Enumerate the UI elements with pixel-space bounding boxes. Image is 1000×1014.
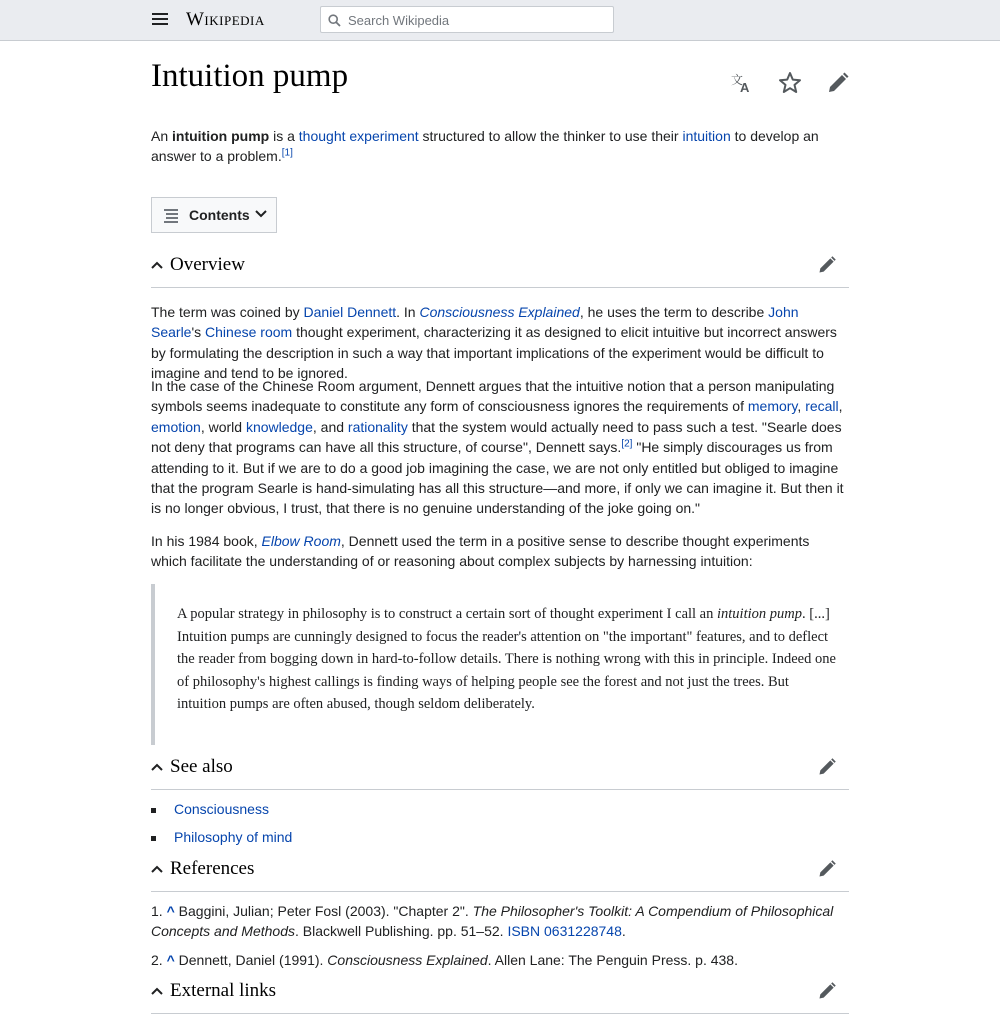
text: Baggini, Julian; Peter Fosl (2003). "Chapter 2". (174, 903, 473, 919)
reference-item (151, 901, 849, 942)
section-edit-icon[interactable] (817, 255, 837, 275)
section-title: See also (170, 756, 233, 777)
text: that the system would actually need to pass such a test. "Searle does not deny that programs can have all this structure, of course", Dennett says. (151, 418, 842, 456)
link-chinese-room[interactable]: Chinese room (205, 324, 293, 341)
text: "He simply discourages us from attending to it. But if we are to do a good job imagining the case, we are not only entitled but obliged to imagine that the program Searle is hand-simulating has all this structure—and more, if only we can imagine it. But then it is no longer obvious, I trust, that there is no genuine understanding of the joke going on." (151, 439, 844, 517)
search-icon (328, 14, 341, 27)
section-title: External links (170, 980, 277, 1001)
text: Dennett, Daniel (1991). (174, 951, 328, 968)
text: to develop an answer to a problem. (151, 128, 819, 165)
edit-icon[interactable] (826, 71, 850, 95)
chevron-down-icon (254, 209, 268, 219)
text: , (797, 398, 806, 415)
text: An (151, 128, 173, 144)
backlink-caret[interactable]: ^ (166, 903, 175, 919)
see-also-list (151, 799, 292, 855)
text: In his 1984 book, (151, 533, 262, 549)
link-philosophy-of-mind[interactable]: Philosophy of mind (174, 829, 293, 845)
overview-paragraph-3 (151, 531, 849, 572)
section-overview-heading (151, 252, 849, 288)
link-knowledge[interactable]: knowledge (245, 418, 313, 435)
link-rationality[interactable]: rationality (347, 418, 408, 435)
list-item (151, 799, 292, 827)
text: thought experiment, characterizing it as designed to elicit intuitive but incorrect answers by formulating the description in such a way that important implications of the experiment would be difficult to imagine and tend to be ignored. (151, 324, 837, 382)
chevron-up-icon[interactable] (151, 260, 163, 270)
backlink-caret[interactable]: ^ (166, 951, 175, 968)
link-consciousness-explained[interactable]: Consciousness Explained (419, 304, 580, 320)
section-see-also-heading (151, 754, 849, 790)
link-intuition[interactable]: intuition (682, 128, 731, 144)
text: , world (200, 418, 246, 435)
svg-text:A: A (740, 80, 750, 95)
text: . In (396, 304, 420, 320)
main-menu-icon[interactable] (150, 11, 170, 29)
svg-text:文: 文 (731, 73, 744, 87)
search-input[interactable] (346, 9, 610, 32)
ref-1[interactable]: [1] (281, 147, 293, 159)
text: . Blackwell Publishing. pp. 51–52. (294, 923, 508, 940)
link-daniel-dennett[interactable]: Daniel Dennett (303, 304, 397, 320)
section-external-links-heading (151, 978, 849, 1014)
section-edit-icon[interactable] (817, 981, 837, 1001)
overview-paragraph-1 (151, 302, 849, 384)
link-memory[interactable]: memory (747, 398, 798, 415)
book-title: The Philosopher's Toolkit: A Compendium of Philosophical Concepts and Methods (151, 903, 834, 940)
bold-term: intuition pump (172, 128, 270, 144)
contents-toggle[interactable] (151, 197, 277, 233)
link-john-searle[interactable]: John Searle (151, 304, 799, 341)
reference-number: 1. (151, 903, 163, 919)
link-recall[interactable]: recall (805, 398, 839, 415)
text: , he uses the term to describe (579, 304, 769, 320)
text: A popular strategy in philosophy is to construct a certain sort of thought experiment I call an (177, 606, 717, 622)
list-item (151, 827, 292, 855)
chevron-up-icon[interactable] (151, 986, 163, 996)
text: . Allen Lane: The Penguin Press. p. 438. (487, 951, 738, 968)
text: structured to allow the thinker to use their (418, 128, 683, 144)
text: 's (191, 324, 206, 341)
section-references-heading (151, 856, 849, 892)
link-elbow-room[interactable]: Elbow Room (261, 533, 341, 549)
lead-paragraph (151, 126, 849, 167)
search-box[interactable] (320, 6, 614, 33)
section-edit-icon[interactable] (817, 757, 837, 777)
dennett-quote (151, 584, 849, 745)
reference-number: 2. (151, 951, 163, 968)
text: , Dennett used the term in a positive sense to describe thought experiments which facilitate the understanding of or reasoning about complex subjects by harnessing intuition: (151, 533, 810, 570)
italic-term: intuition pump (717, 606, 802, 622)
language-icon[interactable] (730, 71, 754, 95)
section-title: References (170, 858, 255, 879)
section-edit-icon[interactable] (817, 859, 837, 879)
reference-item (151, 950, 849, 970)
toc-list-icon (164, 209, 180, 223)
header-bar (0, 0, 1000, 41)
link-thought-experiment[interactable]: thought experiment (298, 128, 419, 144)
chevron-up-icon[interactable] (151, 762, 163, 772)
text: . (621, 923, 626, 940)
page-actions (730, 71, 850, 95)
overview-paragraph-2 (151, 376, 849, 519)
ref-2[interactable]: [2] (621, 438, 633, 450)
text: The term was coined by (151, 304, 304, 320)
wikipedia-wordmark[interactable]: Wikipedia (186, 9, 265, 30)
text: , (838, 398, 843, 415)
text: , and (312, 418, 348, 435)
link-emotion[interactable]: emotion (151, 418, 201, 435)
book-title: Consciousness Explained (327, 951, 488, 968)
link-consciousness[interactable]: Consciousness (174, 801, 269, 817)
chevron-up-icon[interactable] (151, 864, 163, 874)
text: In the case of the Chinese Room argument, Dennett argues that the intuitive notion that a person manipulating symbols seems inadequate to constitute any form of consciousness ignores the requirements of (151, 378, 835, 415)
contents-label: Contents (189, 207, 250, 223)
references-list (151, 901, 849, 978)
link-isbn[interactable]: ISBN 0631228748 (507, 923, 622, 940)
text: is a (269, 128, 299, 144)
text: . [...] Intuition pumps are cunningly designed to focus the reader's attention on "the important" features, and to deflect the reader from bogging down in hard-to-follow details. There is nothing wrong with this in principle. Indeed one of philosophy's highest callings is finding ways of helping people see the forest and not just the trees. But intuition pumps are often abused, though seldom deliberately. (177, 606, 836, 713)
star-icon[interactable] (778, 71, 802, 95)
section-title: Overview (170, 254, 245, 275)
page-title: Intuition pump (151, 58, 349, 94)
